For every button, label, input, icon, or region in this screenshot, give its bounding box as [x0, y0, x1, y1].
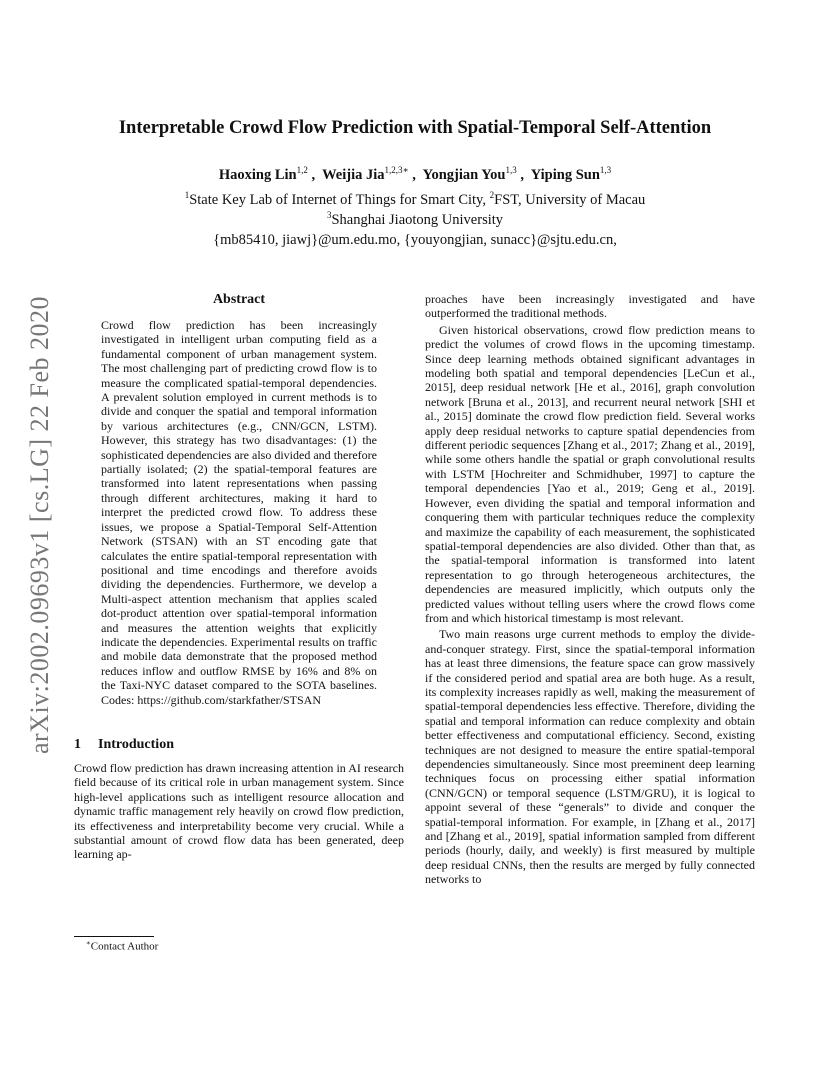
affiliation-line-2 — [60, 210, 770, 229]
abstract-heading: Abstract — [212, 292, 266, 307]
affil-mark: 3 — [326, 210, 332, 220]
affiliation-text: Shanghai Jiaotong University — [331, 211, 504, 228]
affiliation-text: FST, University of Macau — [494, 191, 646, 208]
author-name: Haoxing Lin — [218, 166, 297, 183]
affil-mark: 1 — [184, 190, 190, 200]
author-name: Weijia Jia — [322, 166, 385, 183]
author-emails: {mb85410, jiawj}@um.edu.mo, {youyongjian, sunacc}@sjtu.edu.cn, — [213, 232, 617, 248]
abstract-text: Crowd flow prediction has been increasingly investigated in intelligent urban computing field as a fundamental component of urban management system. The most challenging part of predicting crowd flow is to measure the complicated spatial-temporal dependencies. A prevalent solution employed in current methods is to divide and conquer the spatial and temporal information by various architectures (e.g., CNN/GCN, LSTM). However, this strategy has two disadvantages: (1) the sophisticated dependencies are also divided and therefore partially isolated; (2) the spatial-temporal features are transformed into latent representations when passing through different architectures, making it hard to interpret the predicted crowd flow. To address these issues, we propose a Spatial-Temporal Self-Attention Network (STSAN) with an ST encoding gate that calculates the entire spatial-temporal representation with positional and time encodings and therefore avoids dividing the dependencies. Furthermore, we develop a Multi-aspect attention mechanism that applies scaled dot-product attention over spatial-temporal information and measures the attention weights that explicitly indicate the dependencies. Experimental results on traffic and mobile data demonstrate that the proposed method reduces inflow and outflow RMSE by 16% and 8% on the Taxi-NYC dataset compared to the SOTA baselines. Codes: https://github.com/starkfather/STSAN — [101, 318, 377, 707]
body-paragraph: Given historical observations, crowd flow prediction means to predict the volumes of crowd flows in the upcoming timestamp. Since deep learning methods obtained significant advantages in modeling both spatial and temporal dependencies [LeCun et al., 2015], deep residual network [He et al., 2016], graph convolution network [Bruna et al., 2013], and recurrent neural network [SHI et al., 2015] dominate the crowd flow prediction field. Several works apply deep residual networks to capture spatial dependencies from different periodic sequences [Zhang et al., 2017; Zhang et al., 2019], while some others handle the spatial or graph convolutional results with LSTM [Hochreiter and Schmidhuber, 1997] to capture the temporal dependencies [Yao et al., 2019; Geng et al., 2019]. However, even dividing the spatial and temporal information and conquering them with particular techniques reduce the complexity and maximize the capability of each measurement, the sophisticated spatial-temporal dependencies are also divided. Other than that, as the spatial-temporal information is transformed into latent representation to go through heterogeneous architectures, the dependencies are measured implicitly, which outputs only the predicted values without telling users where the crowd flows come from and which historical timestamp is most relevant. — [425, 322, 755, 625]
intro-paragraph: Crowd flow prediction has drawn increasing attention in AI research field because of its critical role in urban management system. Since high-level applications such as intelligent resource allocation and dynamic traffic management rely heavily on crowd flow prediction, its effectiveness and interpretability become very crucial. While a substantial amount of crowd flow data has been generated, deep learning ap- — [74, 760, 404, 862]
affil-mark: 2 — [489, 190, 495, 200]
body-paragraph: Two main reasons urge current methods to employ the divide-and-conquer strategy. First, since the spatial-temporal information has at least three dimensions, the feature space can grow massively if the considered period and spatial area are both huge. As a result, its complexity increases rapidly as well, making the measurement of spatial-temporal dependencies less effective. Therefore, dividing the spatial and temporal information can reduce complexity and obtain better effectiveness and computational efficiency. Second, existing techniques are not designed to measure the entire spatial-temporal dependencies simultaneously. Since most preeminent deep learning techniques focus on processing either spatial information (CNN/GCN) or temporal sequence (LSTM/GRU), it is logical to appoint several of these “generals” to divide and conquer the spatial-temporal information. For example, in [Zhang et al., 2017] and [Zhang et al., 2019], spatial information sampled from different periods (hourly, daily, and weekly) is first measured by multiple deep residual CNNs, then the results are merged by fully connected networks to — [425, 627, 755, 887]
footnote-mark: ∗ — [86, 939, 91, 947]
arxiv-stamp: arXiv:2002.09693v1 [cs.LG] 22 Feb 2020 — [25, 295, 54, 755]
affiliation-line-1 — [60, 190, 770, 209]
left-column — [74, 292, 404, 862]
author-affil-mark: 1,2,3∗ — [384, 165, 409, 175]
author-name: Yiping Sun — [530, 166, 600, 183]
paper-title: Interpretable Crowd Flow Prediction with Spatial-Temporal Self-Attention — [118, 118, 712, 138]
footnote — [86, 939, 158, 953]
footnote-rule — [74, 936, 154, 937]
footnote-text: Contact Author — [90, 940, 159, 953]
author-name: Yongjian You — [422, 166, 506, 183]
section-heading-introduction — [74, 737, 404, 753]
affiliation-text: State Key Lab of Internet of Things for Smart City, — [189, 191, 490, 208]
author-affil-mark: 1,3 — [599, 165, 612, 175]
right-column — [425, 292, 755, 889]
section-title: Introduction — [98, 736, 174, 752]
author-affil-mark: 1,3 — [505, 165, 517, 175]
body-paragraph: proaches have been increasingly investigated and have outperformed the traditional methods. — [425, 292, 755, 321]
author-affil-mark: 1,2 — [296, 165, 308, 175]
section-number: 1 — [74, 736, 81, 752]
author-list: Haoxing Lin$^{1,2}$ , Weijia Jia$^{1,2,3∗}$ , Yongjian You$^{1,3}$ , Yiping Sun$^{1,3}$ — [218, 165, 612, 183]
